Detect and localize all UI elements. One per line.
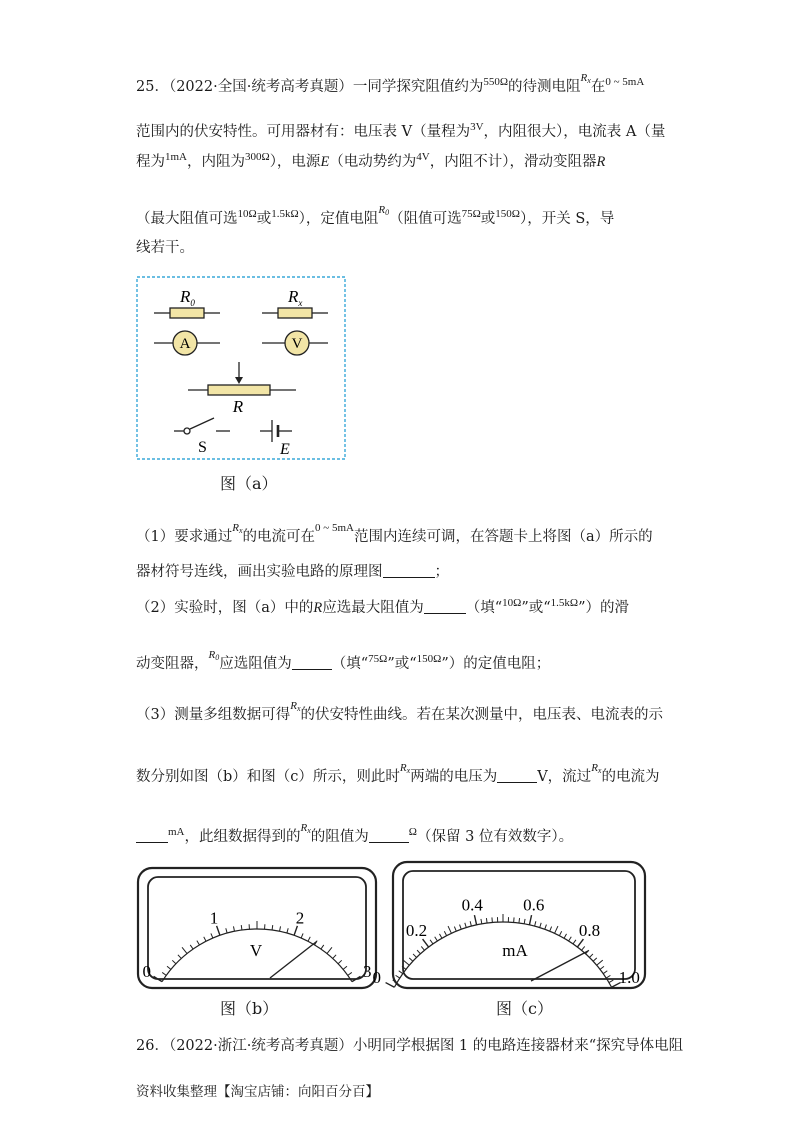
minor-tick — [272, 925, 273, 930]
switch-icon — [184, 428, 190, 434]
fig-a-caption: 图（a） — [220, 474, 278, 493]
footer: 资料收集整理【淘宝店铺：向阳百分百】 — [136, 1084, 379, 1100]
fig-c-caption: 图（c） — [496, 999, 553, 1018]
fig-a-label-battery: E — [280, 441, 290, 458]
minor-tick — [241, 925, 242, 930]
q25-part3-line1: （3）测量多组数据可得$^{R_x}$的伏安特性曲线。若在某次测量中，电压表、电流表的示 — [136, 700, 664, 723]
resistor-rx-icon — [278, 308, 312, 318]
fig-a-label-switch: S — [198, 439, 207, 456]
figure-a-components — [136, 276, 348, 462]
q25-part1-line2: 器材符号连线，画出实验电路的原理图 ； — [136, 564, 449, 580]
fig-a-label-rheostat: R — [232, 397, 244, 416]
fig-a-label-voltmeter: V — [291, 336, 303, 352]
answer-blank[interactable] — [292, 655, 332, 670]
q25-line-1: 25．（2022·全国·统考高考真题）一同学探究阻值约为$^{550\Omega}$的待测电阻$^{R_x}$在$^{0 \sim 5mA}$ — [136, 72, 645, 95]
q25-part3-line2: 数分别如图（b）和图（c）所示，则此时$^{R_x}$两端的电压为 V，流过$^{R_x}$的电流为 — [136, 762, 660, 785]
q26-line-1: 26．（2022·浙江·统考高考真题）小明同学根据图 1 的电路连接器材来“探究导体电阻 — [136, 1038, 684, 1054]
meter-c-unit: mA — [502, 941, 528, 960]
fig-a-label-rx: $R_x$ — [288, 287, 303, 308]
ammeter-dial-c — [372, 860, 647, 990]
tick-label: 1.0 — [618, 967, 640, 987]
minor-tick — [486, 918, 487, 923]
answer-blank[interactable] — [369, 828, 409, 843]
resistor-r0-icon — [170, 308, 204, 318]
q25-part2-line2: 动变阻器，$^{R_0}$应选阻值为 （填“$^{75\Omega}$”或“$^{150\Omega}$”）的定值电阻； — [136, 649, 551, 672]
tick-label: 2 — [295, 908, 305, 928]
fig-a-label-r0: $R_0$ — [180, 287, 195, 308]
tick-label: 0.6 — [523, 895, 545, 915]
fig-b-caption: 图（b） — [220, 999, 279, 1018]
q25-part3-line3: $^{mA}$，此组数据得到的$^{R_x}$的阻值为 $^\Omega$（保留 3 位有效数字）。 — [136, 818, 573, 847]
tick-label: 0.8 — [578, 921, 601, 941]
tick-label: 3 — [362, 962, 372, 982]
q25-part2-line1: （2）实验时，图（a）中的R应选最大阻值为 （填“$^{10\Omega}$”或“$^{1.5k\Omega}$”）的滑 — [136, 597, 630, 616]
major-tick — [386, 983, 395, 988]
tick-label: 1 — [209, 908, 219, 928]
q25-part1-line1: （1）要求通过$^{R_x}$的电流可在$^{0 \sim 5mA}$范围内连续可调，在答题卡上将图（a）所示的 — [136, 522, 653, 545]
tick-label: 0 — [142, 962, 152, 982]
meter-b-unit: V — [249, 941, 263, 960]
q25-line-5: 线若干。 — [136, 240, 194, 256]
fig-a-label-ammeter: A — [179, 336, 191, 352]
answer-blank[interactable] — [497, 768, 537, 783]
minor-tick — [519, 918, 520, 923]
voltmeter-dial-b — [136, 866, 378, 990]
q25-line-3: 程为$^{1mA}$，内阻为$^{300\Omega}$），电源E（电动势约为$^{4V}$，内阻不计），滑动变阻器R — [136, 151, 606, 170]
tick-label: 0.2 — [405, 921, 428, 941]
tick-label: 0.4 — [461, 895, 483, 915]
q25-line-2: 范围内的伏安特性。可用器材有：电压表 V（量程为$^{3V}$，内阻很大），电流表 A（量 — [136, 121, 666, 140]
answer-blank[interactable] — [424, 599, 466, 614]
answer-blank[interactable] — [136, 828, 168, 843]
q25-line-4: （最大阻值可选$^{10\Omega}$或$^{1.5k\Omega}$），定值电阻$^{R_0}$（阻值可选$^{75\Omega}$或$^{150\Omega}$），开关 S，导 — [136, 204, 615, 227]
rheostat-icon — [208, 385, 270, 395]
answer-blank[interactable] — [383, 563, 435, 578]
tick-label: 0 — [372, 967, 381, 987]
